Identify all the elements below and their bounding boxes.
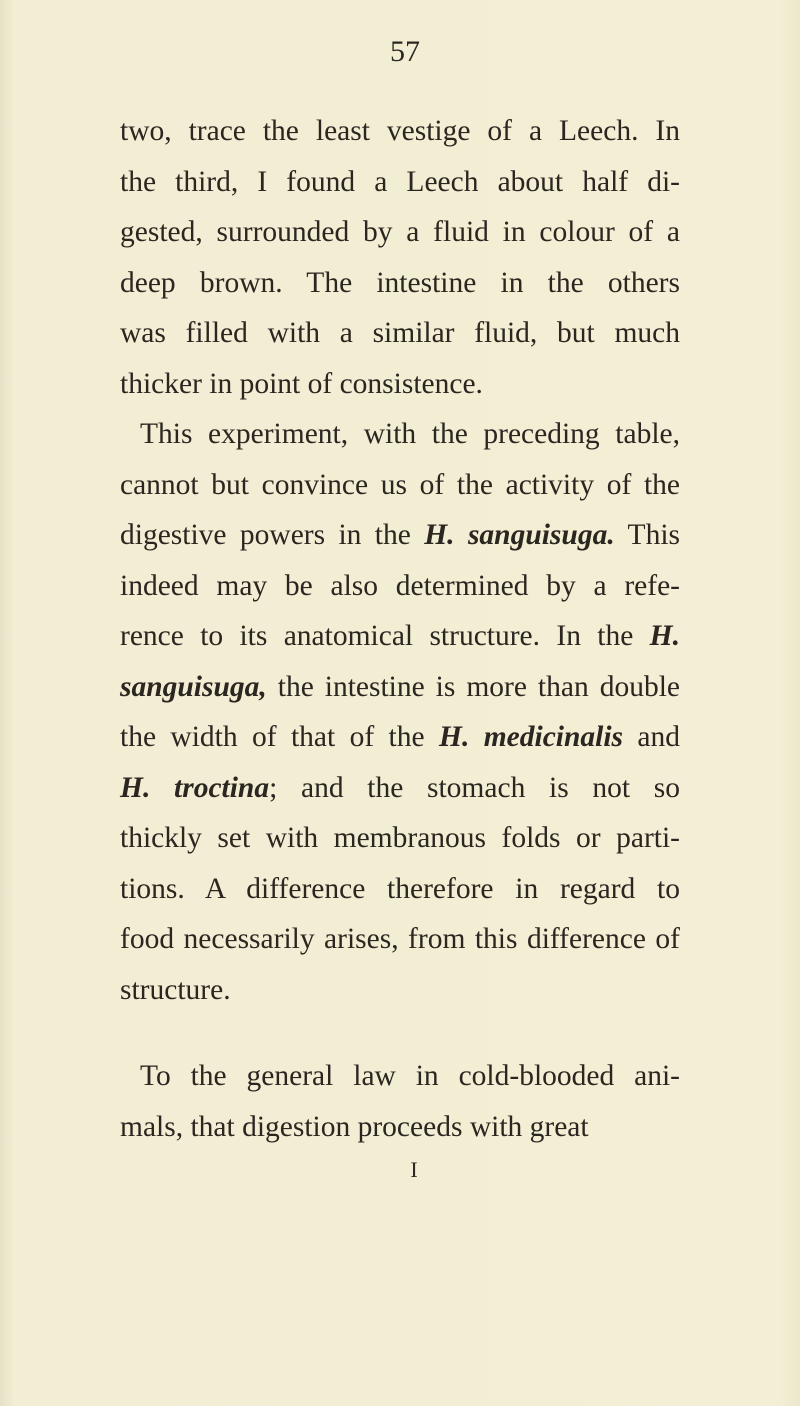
body-text xyxy=(120,106,680,1152)
text-segment: thickly set with membranous folds or parti- xyxy=(120,822,680,854)
text-segment: ; and the stomach is not so xyxy=(269,771,680,804)
text-segment: deep brown. The intestine in the others xyxy=(120,266,680,299)
italic-term: sanguisuga, xyxy=(120,670,267,703)
paragraph xyxy=(120,106,680,409)
text-line xyxy=(120,359,680,410)
text-segment: indeed may be also determined by a refe- xyxy=(120,569,680,602)
text-line xyxy=(120,460,680,511)
signature-mark: I xyxy=(410,1157,418,1182)
paragraph-gap xyxy=(120,1015,680,1051)
text-line xyxy=(120,763,680,814)
text-segment: mals, that digestion proceeds with great xyxy=(120,1110,589,1143)
text-line xyxy=(120,914,680,965)
text-line xyxy=(120,662,680,713)
text-segment: To the general law in cold-blooded ani- xyxy=(140,1060,680,1092)
text-segment: and xyxy=(623,721,680,753)
text-segment: cannot but convince us of the activity of the xyxy=(120,468,680,501)
text-line xyxy=(120,207,680,258)
text-line xyxy=(120,712,680,763)
text-segment: the intestine is more than double xyxy=(266,670,680,703)
italic-term: H. troctina xyxy=(120,771,270,804)
text-line xyxy=(120,611,680,662)
text-line xyxy=(120,965,680,1016)
text-line xyxy=(120,1051,680,1102)
text-segment: gested, surrounded by a fluid in colour of a xyxy=(120,216,680,248)
text-line xyxy=(120,258,680,309)
page-number: 57 xyxy=(390,35,420,68)
text-segment: rence to its anatomical structure. In the xyxy=(120,620,650,652)
text-line xyxy=(120,864,680,915)
text-line xyxy=(120,308,680,359)
text-segment: structure. xyxy=(120,973,231,1006)
text-segment: This xyxy=(614,519,680,551)
text-line xyxy=(120,409,680,460)
text-segment: the width of that of the xyxy=(120,721,439,753)
text-line xyxy=(120,561,680,612)
text-segment: This experiment, with the preceding table, xyxy=(140,418,680,450)
text-segment: food necessarily arises, from this difference of xyxy=(120,923,680,955)
italic-term: H. medicinalis xyxy=(439,721,624,753)
paragraph xyxy=(120,1051,680,1152)
italic-term: H. sanguisuga. xyxy=(424,519,615,551)
italic-term: H. xyxy=(649,620,680,652)
text-segment: two, trace the least vestige of a Leech. In xyxy=(120,115,680,147)
text-segment: tions. A difference therefore in regard to xyxy=(120,872,680,905)
text-segment: digestive powers in the xyxy=(120,519,425,551)
text-line xyxy=(120,813,680,864)
text-segment: the third, I found a Leech about half di- xyxy=(120,165,680,198)
text-segment: thicker in point of consistence. xyxy=(120,367,483,400)
text-line xyxy=(120,510,680,561)
text-line xyxy=(120,157,680,208)
text-line xyxy=(120,1102,680,1153)
text-line xyxy=(120,106,680,157)
paragraph xyxy=(120,409,680,1015)
text-segment: was filled with a similar fluid, but much xyxy=(120,317,680,349)
